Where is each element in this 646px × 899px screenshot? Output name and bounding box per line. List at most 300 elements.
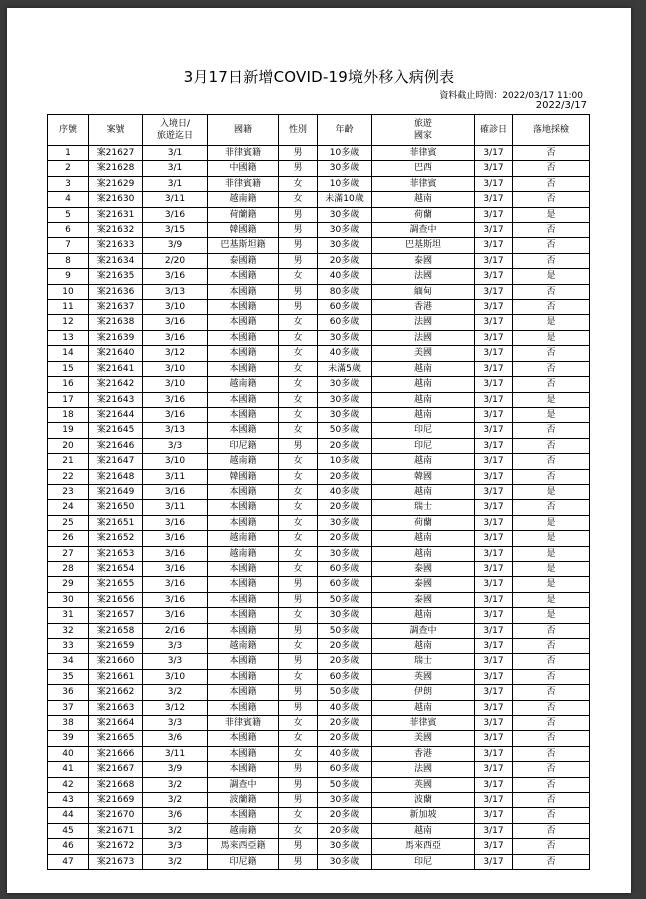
cell-diagnosis-date: 3/17	[475, 284, 513, 299]
cell-age: 60多歲	[318, 762, 372, 777]
table-row	[48, 561, 590, 576]
cell-sex: 男	[279, 654, 318, 669]
cell-sex: 男	[279, 284, 318, 299]
cell-airport-test: 否	[513, 746, 590, 761]
cell-index: 35	[48, 669, 89, 684]
cell-index: 5	[48, 207, 89, 222]
cell-sex: 女	[279, 731, 318, 746]
table-row	[48, 176, 590, 191]
data-cutoff-time: 資料截止時間：2022/03/17 11:00	[439, 91, 583, 101]
cell-airport-test: 否	[513, 685, 590, 700]
cell-case-no: 案21633	[89, 238, 143, 253]
table-row	[48, 161, 590, 176]
col-header-nationality: 國籍	[208, 115, 279, 146]
cell-age: 60多歲	[318, 577, 372, 592]
cell-airport-test: 是	[513, 531, 590, 546]
cell-index: 24	[48, 500, 89, 515]
cell-case-no: 案21650	[89, 500, 143, 515]
cell-age: 20多歲	[318, 531, 372, 546]
cell-diagnosis-date: 3/17	[475, 438, 513, 453]
cell-case-no: 案21648	[89, 469, 143, 484]
cell-age: 40多歲	[318, 484, 372, 499]
cell-entry-date: 3/12	[143, 700, 208, 715]
cell-sex: 女	[279, 346, 318, 361]
document-page	[7, 8, 631, 893]
cell-age: 20多歲	[318, 716, 372, 731]
cell-case-no: 案21668	[89, 777, 143, 792]
cell-case-no: 案21628	[89, 161, 143, 176]
cell-sex: 女	[279, 823, 318, 838]
cell-sex: 女	[279, 423, 318, 438]
cell-index: 40	[48, 746, 89, 761]
cell-airport-test: 否	[513, 223, 590, 238]
cell-diagnosis-date: 3/17	[475, 377, 513, 392]
cell-sex: 男	[279, 623, 318, 638]
cell-diagnosis-date: 3/17	[475, 346, 513, 361]
cell-entry-date: 3/16	[143, 315, 208, 330]
table-row	[48, 700, 590, 715]
cell-diagnosis-date: 3/17	[475, 469, 513, 484]
cell-case-no: 案21667	[89, 762, 143, 777]
cell-index: 7	[48, 238, 89, 253]
cell-nationality: 印尼籍	[208, 854, 279, 869]
table-row	[48, 577, 590, 592]
cell-travel-country: 印尼	[372, 854, 475, 869]
cell-nationality: 本國籍	[208, 623, 279, 638]
cell-diagnosis-date: 3/17	[475, 238, 513, 253]
cell-travel-country: 瑞士	[372, 654, 475, 669]
cell-sex: 男	[279, 700, 318, 715]
cell-entry-date: 3/3	[143, 716, 208, 731]
cell-nationality: 本國籍	[208, 577, 279, 592]
cell-case-no: 案21659	[89, 639, 143, 654]
cell-diagnosis-date: 3/17	[475, 731, 513, 746]
cell-nationality: 越南籍	[208, 454, 279, 469]
cell-travel-country: 巴基斯坦	[372, 238, 475, 253]
cell-index: 17	[48, 392, 89, 407]
table-row	[48, 269, 590, 284]
cell-entry-date: 3/16	[143, 207, 208, 222]
cell-travel-country: 英國	[372, 669, 475, 684]
cell-travel-country: 菲律賓	[372, 146, 475, 161]
cell-airport-test: 否	[513, 639, 590, 654]
cell-index: 18	[48, 407, 89, 422]
col-header-entry-date: 入境日/ 旅遊迄日	[143, 115, 208, 146]
table-row	[48, 808, 590, 823]
cell-airport-test: 否	[513, 793, 590, 808]
cell-entry-date: 3/16	[143, 392, 208, 407]
cell-index: 20	[48, 438, 89, 453]
cell-case-no: 案21672	[89, 839, 143, 854]
table-row	[48, 777, 590, 792]
cell-age: 10多歲	[318, 454, 372, 469]
cell-entry-date: 3/10	[143, 361, 208, 376]
cell-index: 45	[48, 823, 89, 838]
cell-age: 60多歲	[318, 315, 372, 330]
cell-travel-country: 越南	[372, 639, 475, 654]
cell-entry-date: 3/16	[143, 407, 208, 422]
cell-nationality: 印尼籍	[208, 438, 279, 453]
cell-airport-test: 否	[513, 808, 590, 823]
cell-travel-country: 泰國	[372, 592, 475, 607]
cell-diagnosis-date: 3/17	[475, 854, 513, 869]
cell-index: 32	[48, 623, 89, 638]
cell-age: 50多歲	[318, 592, 372, 607]
cell-nationality: 本國籍	[208, 654, 279, 669]
cell-diagnosis-date: 3/17	[475, 454, 513, 469]
cell-nationality: 本國籍	[208, 561, 279, 576]
cell-nationality: 本國籍	[208, 423, 279, 438]
table-row	[48, 623, 590, 638]
cases-table	[47, 114, 590, 870]
cell-sex: 女	[279, 192, 318, 207]
cell-sex: 女	[279, 454, 318, 469]
cell-case-no: 案21632	[89, 223, 143, 238]
table-row	[48, 300, 590, 315]
cell-airport-test: 否	[513, 777, 590, 792]
cell-entry-date: 3/11	[143, 746, 208, 761]
cell-case-no: 案21640	[89, 346, 143, 361]
cell-case-no: 案21658	[89, 623, 143, 638]
cell-age: 30多歲	[318, 330, 372, 345]
cell-travel-country: 法國	[372, 315, 475, 330]
cell-diagnosis-date: 3/17	[475, 762, 513, 777]
cell-nationality: 本國籍	[208, 315, 279, 330]
cell-index: 34	[48, 654, 89, 669]
cell-age: 20多歲	[318, 253, 372, 268]
cell-case-no: 案21635	[89, 269, 143, 284]
cell-index: 19	[48, 423, 89, 438]
col-header-airport-test: 落地採檢	[513, 115, 590, 146]
cell-age: 30多歲	[318, 515, 372, 530]
cell-travel-country: 越南	[372, 700, 475, 715]
cell-age: 20多歲	[318, 438, 372, 453]
cell-index: 41	[48, 762, 89, 777]
cell-travel-country: 法國	[372, 330, 475, 345]
cell-nationality: 本國籍	[208, 700, 279, 715]
cell-nationality: 越南籍	[208, 639, 279, 654]
cell-entry-date: 3/2	[143, 854, 208, 869]
cell-index: 15	[48, 361, 89, 376]
cell-age: 30多歲	[318, 207, 372, 222]
table-row	[48, 192, 590, 207]
cell-airport-test: 否	[513, 176, 590, 191]
cell-travel-country: 香港	[372, 746, 475, 761]
cell-airport-test: 是	[513, 269, 590, 284]
table-row	[48, 746, 590, 761]
table-row	[48, 207, 590, 222]
table-row	[48, 515, 590, 530]
cell-travel-country: 越南	[372, 377, 475, 392]
table-row	[48, 284, 590, 299]
cell-index: 21	[48, 454, 89, 469]
cell-case-no: 案21638	[89, 315, 143, 330]
cell-sex: 女	[279, 561, 318, 576]
cell-case-no: 案21641	[89, 361, 143, 376]
cell-index: 31	[48, 608, 89, 623]
cell-diagnosis-date: 3/17	[475, 669, 513, 684]
cell-nationality: 韓國籍	[208, 223, 279, 238]
cell-case-no: 案21653	[89, 546, 143, 561]
cell-travel-country: 菲律賓	[372, 176, 475, 191]
cell-travel-country: 越南	[372, 546, 475, 561]
table-row	[48, 500, 590, 515]
cell-age: 80多歲	[318, 284, 372, 299]
cell-entry-date: 3/16	[143, 577, 208, 592]
cell-airport-test: 否	[513, 823, 590, 838]
cell-nationality: 本國籍	[208, 592, 279, 607]
cell-sex: 女	[279, 531, 318, 546]
cell-diagnosis-date: 3/17	[475, 561, 513, 576]
cell-entry-date: 3/1	[143, 146, 208, 161]
cell-case-no: 案21646	[89, 438, 143, 453]
table-row	[48, 608, 590, 623]
col-header-case-no: 案號	[89, 115, 143, 146]
cell-age: 50多歲	[318, 623, 372, 638]
cell-travel-country: 越南	[372, 484, 475, 499]
cell-airport-test: 是	[513, 515, 590, 530]
col-header-sex: 性別	[279, 115, 318, 146]
cell-diagnosis-date: 3/17	[475, 793, 513, 808]
cell-index: 46	[48, 839, 89, 854]
cell-index: 37	[48, 700, 89, 715]
cell-diagnosis-date: 3/17	[475, 700, 513, 715]
cell-case-no: 案21664	[89, 716, 143, 731]
cell-entry-date: 3/11	[143, 192, 208, 207]
cell-diagnosis-date: 3/17	[475, 823, 513, 838]
cell-airport-test: 否	[513, 438, 590, 453]
cell-airport-test: 否	[513, 192, 590, 207]
cell-travel-country: 泰國	[372, 577, 475, 592]
cell-sex: 女	[279, 669, 318, 684]
cell-sex: 男	[279, 854, 318, 869]
cell-age: 30多歲	[318, 392, 372, 407]
cell-nationality: 本國籍	[208, 484, 279, 499]
cell-entry-date: 3/15	[143, 223, 208, 238]
cell-case-no: 案21661	[89, 669, 143, 684]
table-row	[48, 330, 590, 345]
cell-entry-date: 3/2	[143, 685, 208, 700]
cell-travel-country: 馬來西亞	[372, 839, 475, 854]
cell-airport-test: 是	[513, 608, 590, 623]
cell-sex: 男	[279, 161, 318, 176]
cell-age: 10多歲	[318, 176, 372, 191]
cell-travel-country: 美國	[372, 731, 475, 746]
cell-index: 4	[48, 192, 89, 207]
cell-sex: 男	[279, 207, 318, 222]
cell-airport-test: 否	[513, 454, 590, 469]
cell-diagnosis-date: 3/17	[475, 392, 513, 407]
cell-case-no: 案21647	[89, 454, 143, 469]
cell-nationality: 馬來西亞籍	[208, 839, 279, 854]
cell-airport-test: 是	[513, 561, 590, 576]
cell-entry-date: 2/16	[143, 623, 208, 638]
cell-age: 30多歲	[318, 161, 372, 176]
cell-index: 29	[48, 577, 89, 592]
cell-nationality: 越南籍	[208, 531, 279, 546]
cell-nationality: 調查中	[208, 777, 279, 792]
cell-age: 40多歲	[318, 746, 372, 761]
table-row	[48, 716, 590, 731]
cell-diagnosis-date: 3/17	[475, 654, 513, 669]
cell-diagnosis-date: 3/17	[475, 685, 513, 700]
cell-airport-test: 否	[513, 377, 590, 392]
table-row	[48, 546, 590, 561]
cell-nationality: 本國籍	[208, 284, 279, 299]
cell-travel-country: 越南	[372, 454, 475, 469]
cell-airport-test: 否	[513, 654, 590, 669]
cell-index: 39	[48, 731, 89, 746]
cell-diagnosis-date: 3/17	[475, 361, 513, 376]
cell-nationality: 荷蘭籍	[208, 207, 279, 222]
cell-diagnosis-date: 3/17	[475, 253, 513, 268]
cell-airport-test: 否	[513, 716, 590, 731]
report-date: 2022/3/17	[535, 100, 587, 111]
cell-nationality: 本國籍	[208, 608, 279, 623]
cell-sex: 女	[279, 484, 318, 499]
cell-travel-country: 調查中	[372, 623, 475, 638]
cell-diagnosis-date: 3/17	[475, 531, 513, 546]
cell-sex: 女	[279, 608, 318, 623]
table-row	[48, 315, 590, 330]
table-row	[48, 361, 590, 376]
cell-travel-country: 美國	[372, 346, 475, 361]
cell-index: 26	[48, 531, 89, 546]
cell-airport-test: 是	[513, 484, 590, 499]
cell-age: 60多歲	[318, 561, 372, 576]
cell-case-no: 案21645	[89, 423, 143, 438]
cell-entry-date: 3/6	[143, 808, 208, 823]
cell-nationality: 本國籍	[208, 762, 279, 777]
cell-nationality: 巴基斯坦籍	[208, 238, 279, 253]
cell-sex: 男	[279, 238, 318, 253]
cell-age: 20多歲	[318, 500, 372, 515]
table-row	[48, 654, 590, 669]
table-row	[48, 392, 590, 407]
cell-diagnosis-date: 3/17	[475, 777, 513, 792]
cell-index: 27	[48, 546, 89, 561]
table-body	[48, 146, 590, 870]
cell-diagnosis-date: 3/17	[475, 161, 513, 176]
cell-case-no: 案21669	[89, 793, 143, 808]
cell-sex: 男	[279, 839, 318, 854]
cell-entry-date: 3/9	[143, 238, 208, 253]
cell-airport-test: 否	[513, 731, 590, 746]
cell-index: 9	[48, 269, 89, 284]
cell-diagnosis-date: 3/17	[475, 176, 513, 191]
cell-case-no: 案21649	[89, 484, 143, 499]
cell-diagnosis-date: 3/17	[475, 407, 513, 422]
cell-entry-date: 3/3	[143, 654, 208, 669]
table-row	[48, 793, 590, 808]
cell-nationality: 波蘭籍	[208, 793, 279, 808]
cell-travel-country: 韓國	[372, 469, 475, 484]
cell-entry-date: 3/13	[143, 423, 208, 438]
cell-age: 40多歲	[318, 700, 372, 715]
cell-airport-test: 是	[513, 546, 590, 561]
cell-sex: 女	[279, 639, 318, 654]
table-row	[48, 731, 590, 746]
cell-entry-date: 3/2	[143, 823, 208, 838]
cell-diagnosis-date: 3/17	[475, 146, 513, 161]
cell-case-no: 案21660	[89, 654, 143, 669]
cell-entry-date: 3/9	[143, 762, 208, 777]
cell-sex: 男	[279, 685, 318, 700]
cell-index: 33	[48, 639, 89, 654]
cell-index: 22	[48, 469, 89, 484]
col-header-diagnosis-date: 確診日	[475, 115, 513, 146]
cell-case-no: 案21644	[89, 407, 143, 422]
cell-airport-test: 否	[513, 284, 590, 299]
page-title: 3月17日新增COVID-19境外移入病例表	[183, 68, 455, 86]
cell-case-no: 案21631	[89, 207, 143, 222]
cell-index: 1	[48, 146, 89, 161]
table-row	[48, 377, 590, 392]
cell-nationality: 本國籍	[208, 669, 279, 684]
cell-age: 20多歲	[318, 639, 372, 654]
cell-diagnosis-date: 3/17	[475, 515, 513, 530]
cell-case-no: 案21657	[89, 608, 143, 623]
cell-travel-country: 波蘭	[372, 793, 475, 808]
cell-index: 47	[48, 854, 89, 869]
cell-nationality: 本國籍	[208, 269, 279, 284]
cell-index: 16	[48, 377, 89, 392]
cell-travel-country: 伊朗	[372, 685, 475, 700]
cell-nationality: 本國籍	[208, 407, 279, 422]
cell-travel-country: 瑞士	[372, 500, 475, 515]
cell-diagnosis-date: 3/17	[475, 500, 513, 515]
cell-age: 未滿5歲	[318, 361, 372, 376]
cell-index: 30	[48, 592, 89, 607]
cell-airport-test: 否	[513, 854, 590, 869]
cell-nationality: 本國籍	[208, 808, 279, 823]
cell-entry-date: 3/6	[143, 731, 208, 746]
cell-nationality: 本國籍	[208, 300, 279, 315]
cell-sex: 男	[279, 300, 318, 315]
cell-sex: 女	[279, 377, 318, 392]
cell-nationality: 本國籍	[208, 392, 279, 407]
cell-entry-date: 3/12	[143, 346, 208, 361]
cell-index: 3	[48, 176, 89, 191]
cell-diagnosis-date: 3/17	[475, 192, 513, 207]
cell-case-no: 案21673	[89, 854, 143, 869]
cell-diagnosis-date: 3/17	[475, 746, 513, 761]
cell-diagnosis-date: 3/17	[475, 269, 513, 284]
cell-travel-country: 印尼	[372, 423, 475, 438]
table-row	[48, 762, 590, 777]
cell-nationality: 本國籍	[208, 685, 279, 700]
cell-airport-test: 是	[513, 392, 590, 407]
cell-travel-country: 印尼	[372, 438, 475, 453]
cell-entry-date: 3/16	[143, 531, 208, 546]
cell-case-no: 案21651	[89, 515, 143, 530]
cell-travel-country: 法國	[372, 269, 475, 284]
cell-airport-test: 否	[513, 300, 590, 315]
cell-case-no: 案21662	[89, 685, 143, 700]
cell-diagnosis-date: 3/17	[475, 484, 513, 499]
cell-index: 23	[48, 484, 89, 499]
cell-sex: 男	[279, 777, 318, 792]
cell-entry-date: 3/3	[143, 438, 208, 453]
table-header-row	[48, 115, 590, 146]
cell-entry-date: 3/3	[143, 839, 208, 854]
cell-sex: 男	[279, 223, 318, 238]
cell-sex: 女	[279, 392, 318, 407]
cell-nationality: 韓國籍	[208, 469, 279, 484]
cell-travel-country: 緬甸	[372, 284, 475, 299]
cell-case-no: 案21663	[89, 700, 143, 715]
cell-sex: 男	[279, 762, 318, 777]
